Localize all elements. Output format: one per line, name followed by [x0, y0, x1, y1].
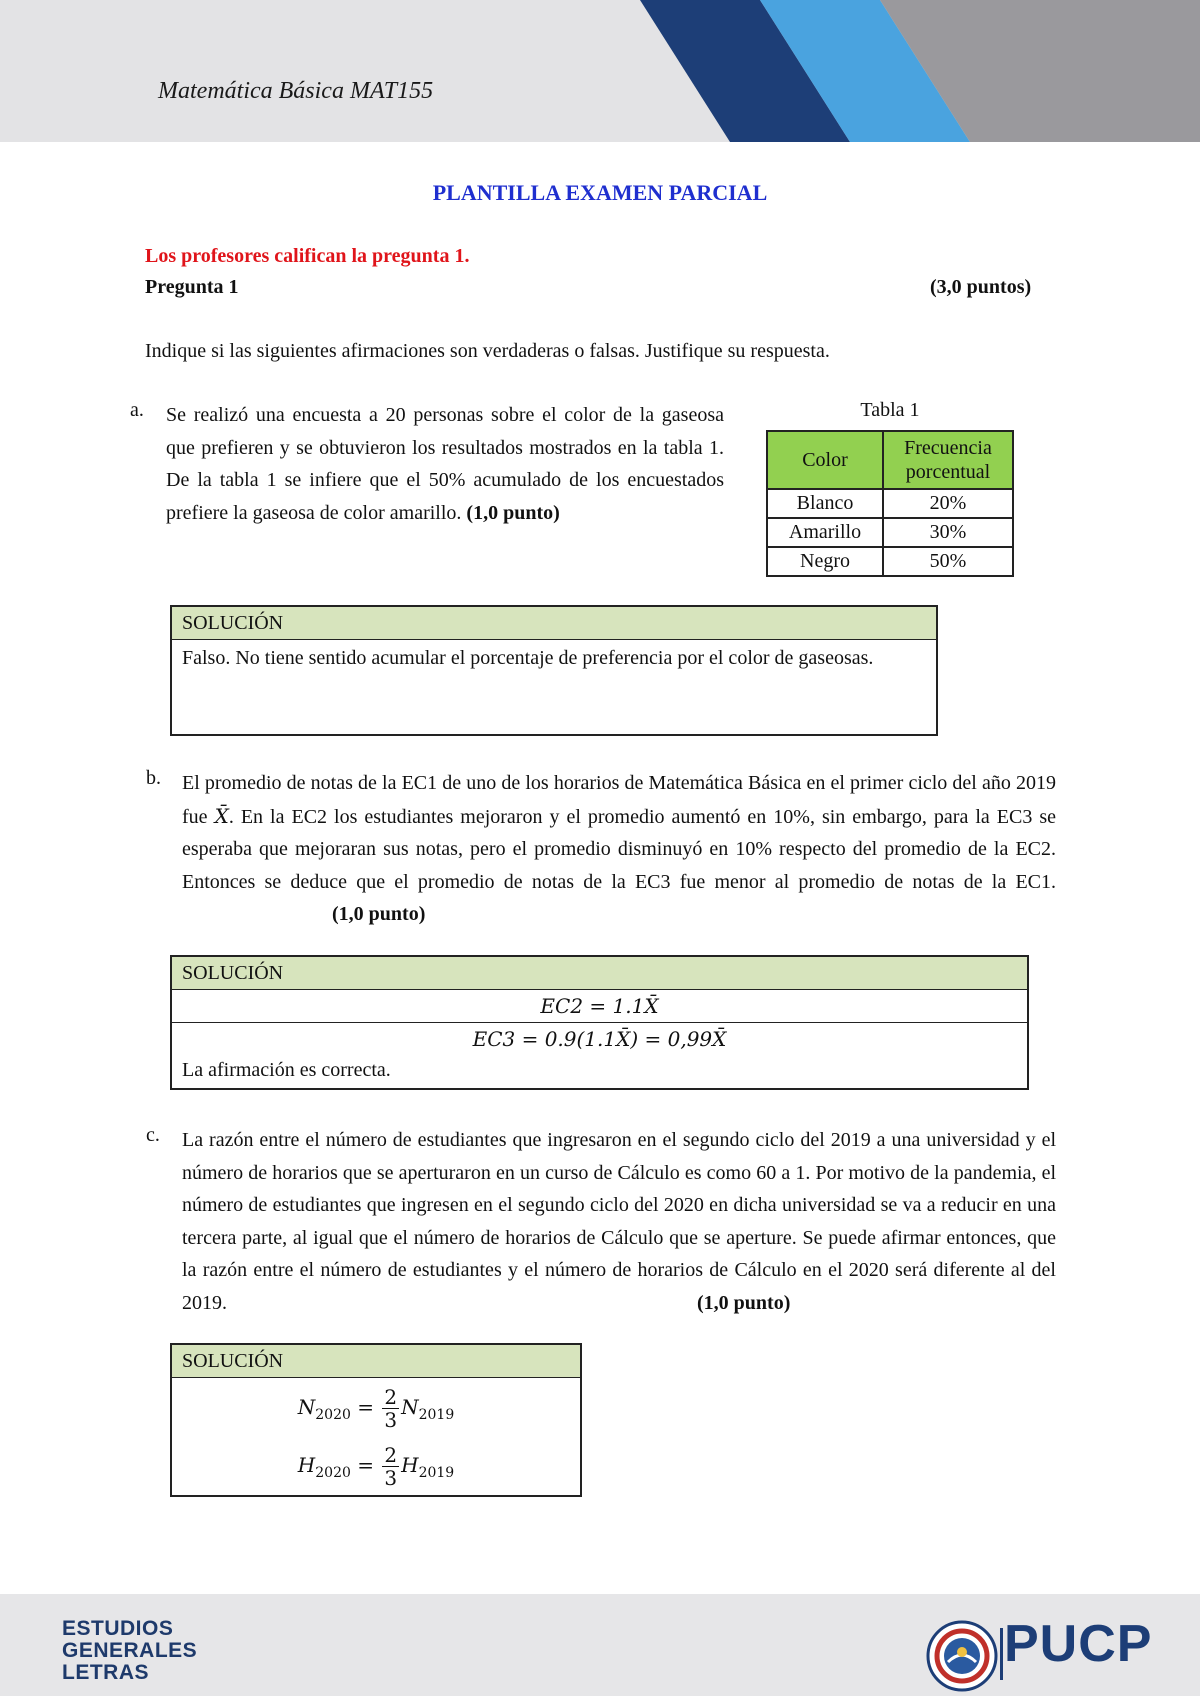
- page-header: [0, 0, 1200, 142]
- eq2-rhs: H: [401, 1453, 419, 1477]
- document-title: PLANTILLA EXAMEN PARCIAL: [432, 180, 768, 205]
- item-c-text: [182, 1124, 1056, 1319]
- solution-a-header: SOLUCIÓN: [172, 607, 936, 640]
- solution-b-equation-2: EC3 = 0.9(1.1X̄) = 0,99X̄: [172, 1022, 1027, 1055]
- xbar-symbol: X̄: [214, 803, 229, 828]
- item-c-points: (1,0 punto): [697, 1291, 791, 1314]
- solution-c-equation-2: $H_{2020}$ = $\frac{2}{3}$ $H_{2019}$: [297, 1443, 455, 1490]
- item-c-statement: La razón entre el número de estudiantes que ingresaron en el segundo ciclo del 2019 a una universidad y el número de horarios que se aperturaron en un curso de Cálculo es como 60 a 1. Por motivo de la pandemia, el número de estudiantes que ingresen en el segundo ciclo del 2020 en dicha universidad se va a reducir en una tercera parte, al igual que el número de horarios de Cálculo que se aperture. Se puede afirmar entonces, que la razón entre el número de estudiantes y el número de horarios de Cálculo en el 2020 será diferente al del 2019.: [182, 1129, 1056, 1314]
- table-row: [767, 489, 1013, 518]
- eq1-lhs: N: [297, 1395, 316, 1419]
- logo-line-2: GENERALES: [62, 1639, 198, 1662]
- logo-line-1: ESTUDIOS: [62, 1617, 174, 1640]
- solution-b-equation-1: EC2 = 1.1X̄: [540, 994, 659, 1018]
- solution-c-equation-1: $N_{2020}$ = $\frac{2}{3}$ $N_{2019}$: [297, 1385, 455, 1432]
- grading-note: Los profesores califican la pregunta 1.: [145, 245, 470, 267]
- eq2-denominator: 3: [384, 1466, 398, 1490]
- eq1-rhs: N: [401, 1395, 419, 1419]
- table-row: [767, 518, 1013, 547]
- frequency-table: [766, 430, 1014, 577]
- course-title: Matemática Básica MAT155: [158, 78, 434, 104]
- table-header-color: Color: [767, 431, 883, 489]
- solution-box-b: [170, 955, 1029, 1090]
- table-row: [767, 547, 1013, 576]
- eq1-numerator: 2: [384, 1385, 398, 1409]
- table-cell: 50%: [883, 547, 1013, 576]
- solution-c-header: SOLUCIÓN: [172, 1345, 580, 1378]
- table-cell: 20%: [883, 489, 1013, 518]
- eq2-rhs-sub: 2019: [418, 1465, 455, 1481]
- solution-b-header: SOLUCIÓN: [172, 957, 1027, 990]
- eq1-denominator: 3: [384, 1408, 398, 1432]
- table-caption: Tabla 1: [860, 399, 920, 421]
- pucp-seal-icon: [924, 1618, 1000, 1694]
- eq1-fraction: [382, 1386, 399, 1431]
- eq1-lhs-sub: 2020: [315, 1407, 351, 1423]
- table-cell: Negro: [767, 547, 883, 576]
- item-a-text: [166, 399, 724, 529]
- table-cell: Blanco: [767, 489, 883, 518]
- item-a-points: (1,0 punto): [466, 501, 560, 524]
- item-b-text-part2: . En la EC2 los estudiantes mejoraron y el promedio aumentó en 10%, sin embargo, para la EC3 se esperaba que mejoraran sus notas, pero el promedio disminuyó en 10% respecto del promedio de la EC2. Entonces se deduce que el promedio de notas de la EC3 fue menor al promedio de notas de la EC1.: [182, 805, 1057, 893]
- item-b-text: [182, 767, 1056, 931]
- question-title: Pregunta 1: [145, 276, 239, 298]
- item-a-label: a.: [130, 399, 144, 421]
- eq1-rhs-sub: 2019: [418, 1407, 455, 1423]
- solution-b-conclusion: La afirmación es correcta.: [182, 1059, 391, 1081]
- question-points: (3,0 puntos): [930, 276, 1032, 298]
- solution-a-text: Falso. No tiene sentido acumular el porcentaje de preferencia por el color de gaseosas.: [182, 647, 874, 669]
- eq2-fraction: [382, 1444, 399, 1489]
- estudios-generales-letras-logo: [62, 1618, 197, 1684]
- item-b-text-part1: El promedio de notas de la EC1 de uno de los horarios de Matemática Básica en el primer ciclo del año 2019 fue: [182, 772, 1056, 828]
- table-cell: Amarillo: [767, 518, 883, 547]
- eq2-numerator: 2: [384, 1443, 398, 1467]
- item-a-statement: Se realizó una encuesta a 20 personas sobre el color de la gaseosa que prefieren y se obtuvieron los resultados mostrados en la tabla 1. De la tabla 1 se infiere que el 50% acumulado de los encuestados prefiere la gaseosa de color amarillo.: [166, 404, 724, 524]
- solution-box-c: [170, 1343, 582, 1497]
- eq2-lhs-sub: 2020: [315, 1465, 351, 1481]
- table-header-frequency: Frecuencia porcentual: [883, 431, 1013, 489]
- pucp-divider: [1000, 1628, 1003, 1680]
- table-header-row: [767, 431, 1013, 489]
- item-c-label: c.: [146, 1124, 160, 1146]
- eq2-lhs: H: [297, 1453, 316, 1477]
- question-instruction: Indique si las siguientes afirmaciones son verdaderas o falsas. Justifique su respuesta.: [145, 340, 830, 362]
- item-b-points: (1,0 punto): [332, 903, 426, 925]
- table-cell: 30%: [883, 518, 1013, 547]
- solution-box-a: [170, 605, 938, 736]
- logo-line-3: LETRAS: [62, 1661, 149, 1684]
- header-stripes-graphic: [0, 0, 1200, 142]
- item-b-label: b.: [146, 767, 161, 789]
- pucp-wordmark: PUCP: [1004, 1615, 1153, 1673]
